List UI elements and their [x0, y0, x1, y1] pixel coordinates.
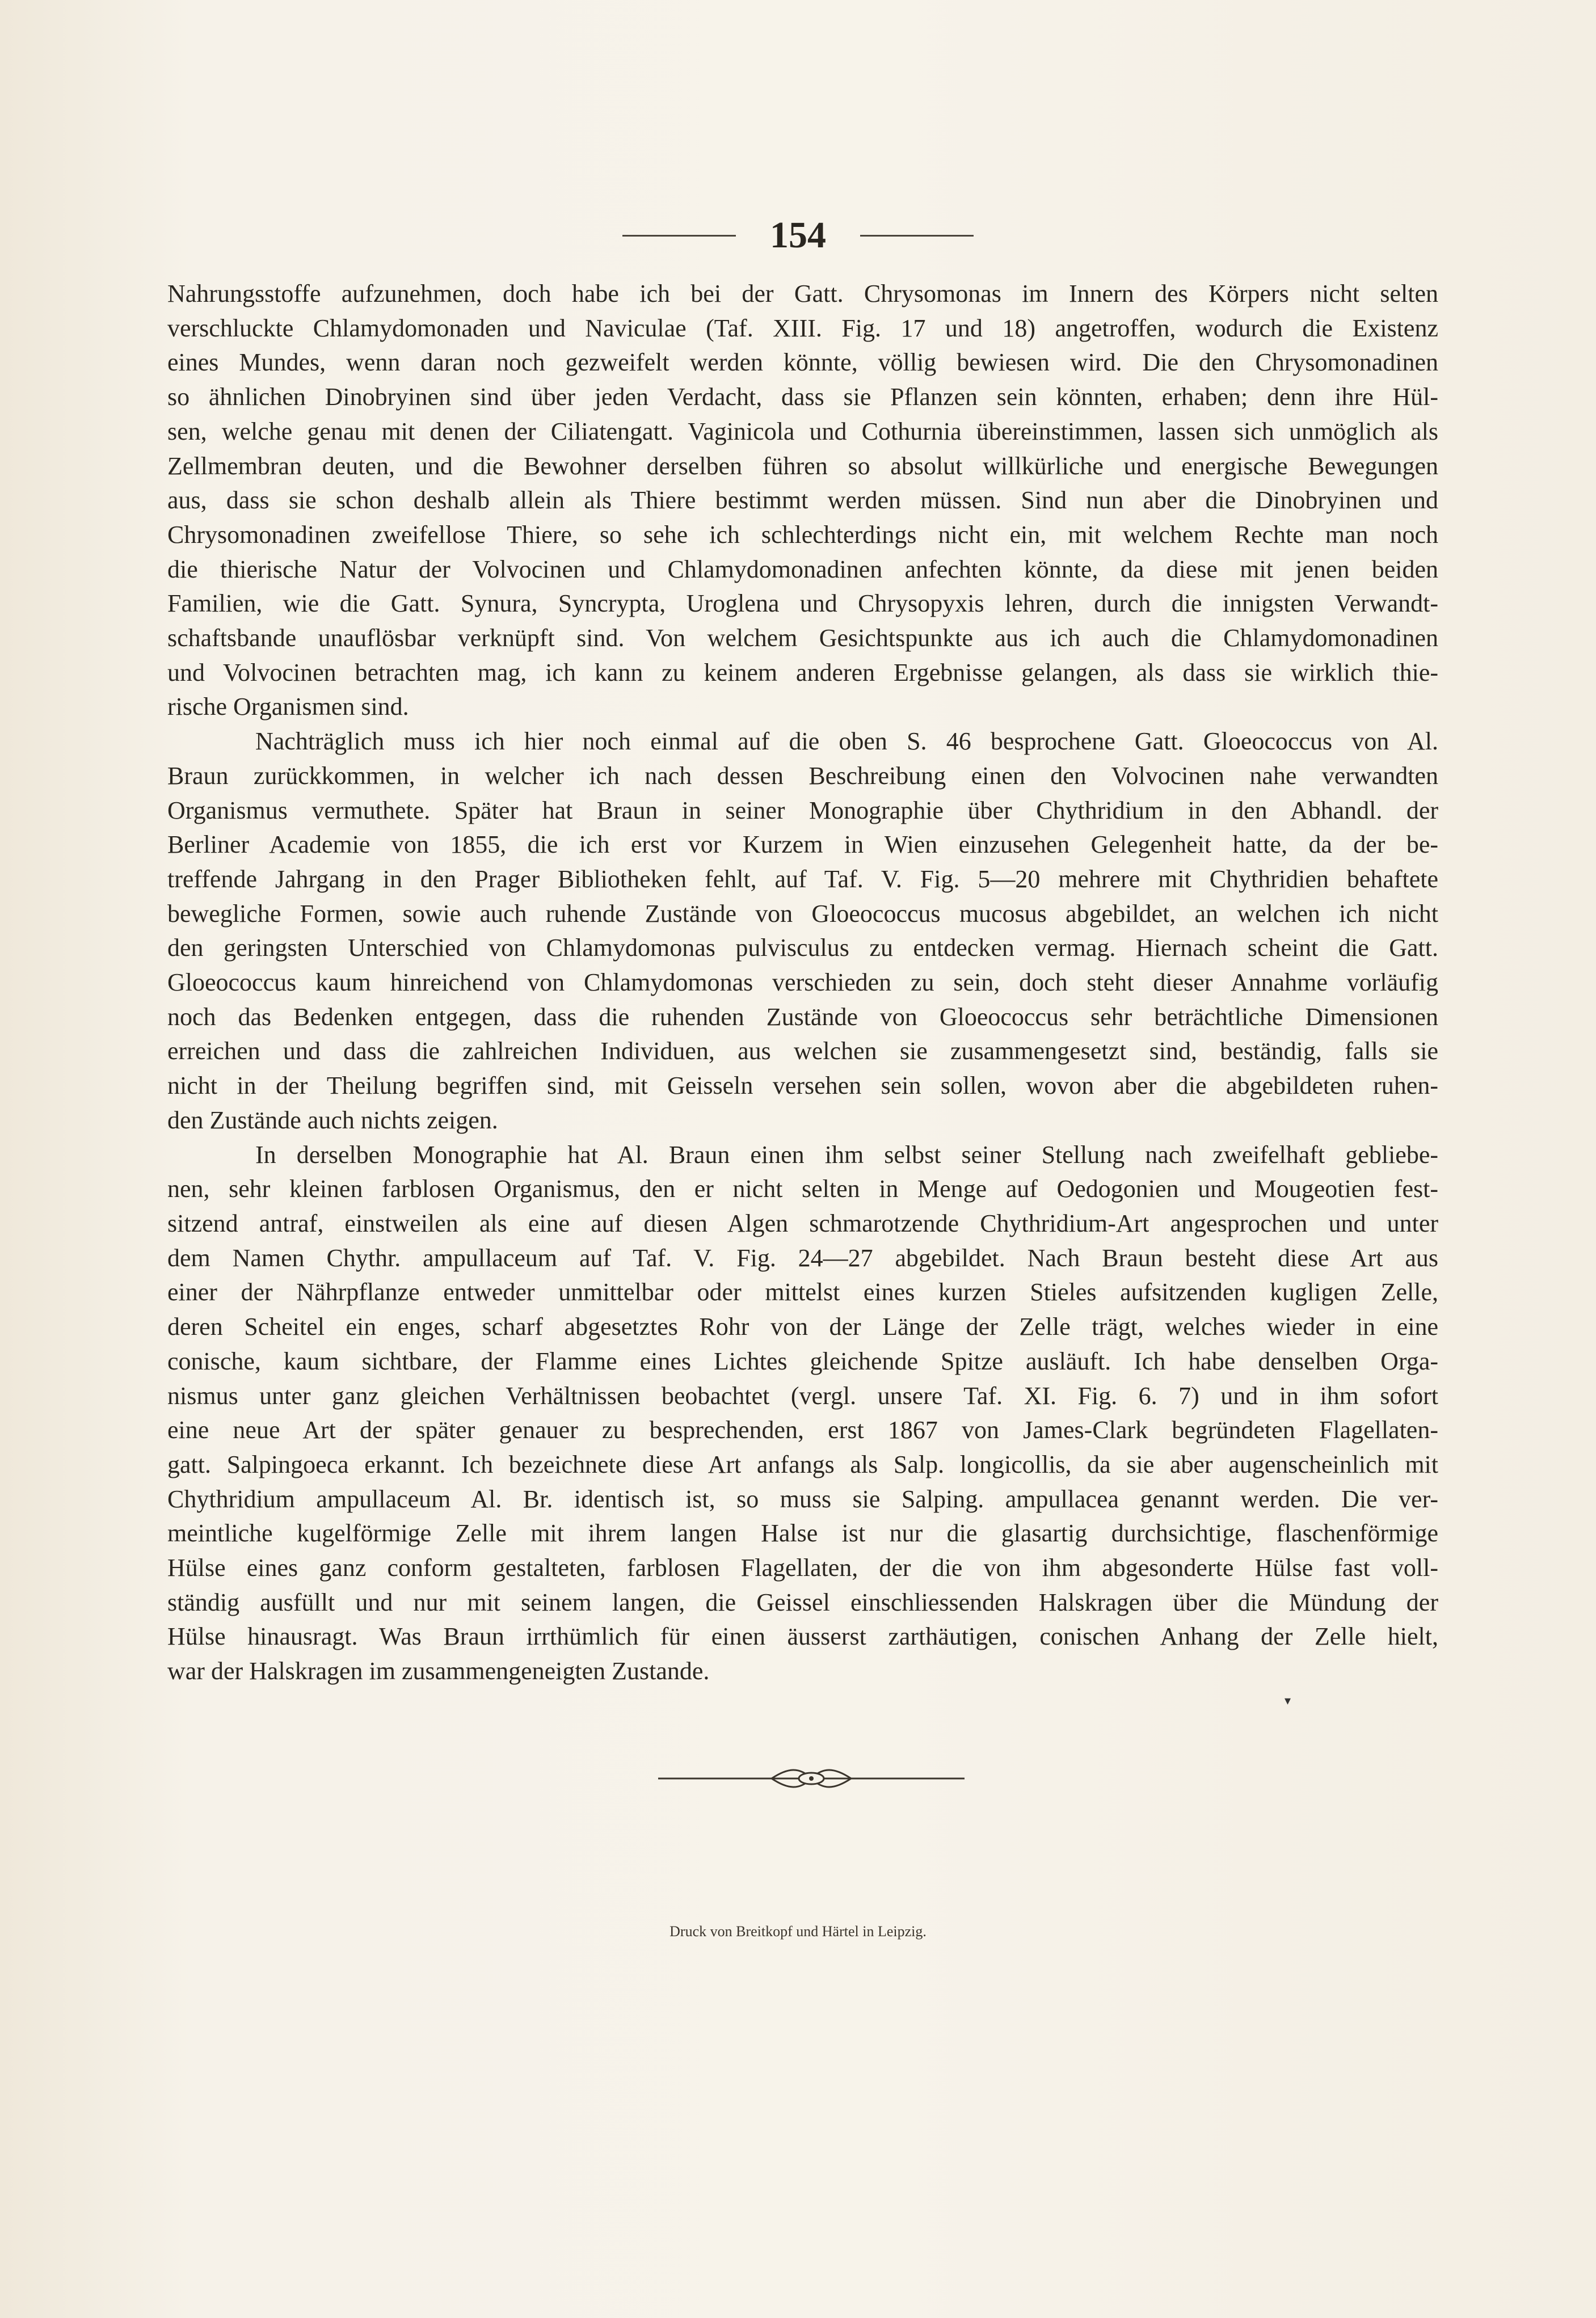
text-line: Familien, wie die Gatt. Synura, Syncrypta, Uroglena und Chrysopyxis lehren, durch die innigsten Verwandt- — [167, 589, 1438, 618]
printer-imprint: Druck von Breitkopf und Härtel in Leipzig. — [669, 1923, 927, 1940]
text-line: Zellmembran deuten, und die Bewohner derselben führen so absolut willkürliche und energische Bewegungen — [167, 452, 1438, 480]
text-line: den geringsten Unterschied von Chlamydomonas pulvisculus zu entdecken vermag. Hiernach scheint die Gatt. — [167, 934, 1438, 962]
text-line: Nahrungsstoffe aufzunehmen, doch habe ich bei der Gatt. Chrysomonas im Innern des Körpers nicht selten — [167, 280, 1438, 307]
text-line: einer der Nährpflanze entweder unmittelbar oder mittelst eines kurzen Stieles aufsitzenden kugligen Zelle, — [167, 1278, 1438, 1306]
text-line: so ähnlichen Dinobryinen sind über jeden Verdacht, dass sie Pflanzen sein könnten, erhaben; denn ihre Hül- — [167, 383, 1438, 411]
text-line: noch das Bedenken entgegen, dass die ruhenden Zustände von Gloeococcus sehr beträchtliche Dimensionen — [167, 1002, 1438, 1031]
text-line: deren Scheitel ein enges, scharf abgesetztes Rohr von der Länge der Zelle trägt, welches wieder in eine — [167, 1313, 1438, 1341]
text-line: sitzend antraf, einstweilen als eine auf diesen Algen schmarotzende Chythridium-Art angesprochen und unter — [167, 1209, 1438, 1237]
text-line: eine neue Art der später genauer zu besprechenden, erst 1867 von James-Clark begründeten Flagellaten- — [167, 1416, 1438, 1444]
paragraph — [167, 277, 1438, 724]
ornamental-divider — [658, 1764, 965, 1793]
text-line: dem Namen Chythr. ampullaceum auf Taf. V. Fig. 24—27 abgebildet. Nach Braun besteht diese Art aus — [167, 1244, 1438, 1272]
body-text — [167, 277, 1438, 1689]
text-line: aus, dass sie schon deshalb allein als Thiere bestimmt werden müssen. Sind nun aber die Dinobryinen und — [167, 486, 1438, 515]
text-line: den Zustände auch nichts zeigen. — [167, 1106, 498, 1134]
text-line: gatt. Salpingoeca erkannt. Ich bezeichnete diese Art anfangs als Salp. longicollis, da sie aber augenscheinlich mit — [167, 1450, 1438, 1478]
text-line: rische Organismen sind. — [167, 693, 409, 721]
paragraph — [167, 724, 1438, 1137]
text-line: und Volvocinen betrachten mag, ich kann zu keinem anderen Ergebnisse gelangen, als dass sie wirklich thie- — [167, 658, 1438, 686]
text-line: treffende Jahrgang in den Prager Bibliotheken fehlt, auf Taf. V. Fig. 5—20 mehrere mit Chythridien behaftete — [167, 865, 1438, 893]
text-line: sen, welche genau mit denen der Ciliatengatt. Vaginicola und Cothurnia übereinstimmen, lassen sich unmöglich als — [167, 417, 1438, 445]
text-line: bewegliche Formen, sowie auch ruhende Zustände von Gloeococcus mucosus abgebildet, an welchen ich nicht — [167, 899, 1438, 928]
ink-speck: ▾ — [1285, 1694, 1291, 1708]
text-line: eines Mundes, wenn daran noch gezweifelt werden könnte, völlig bewiesen wird. Die den Chrysomonadinen — [167, 348, 1438, 377]
paragraph — [167, 1138, 1438, 1689]
text-line: die thierische Natur der Volvocinen und Chlamydomonadinen anfechten könnte, da diese mit jenen beiden — [167, 555, 1438, 583]
text-line: ständig ausfüllt und nur mit seinem langen, die Geissel einschliessenden Halskragen über die Mündung der — [167, 1588, 1438, 1616]
text-line: Organismus vermuthete. Später hat Braun in seiner Monographie über Chythridium in den Abhandl. der — [167, 796, 1438, 824]
text-line: nismus unter ganz gleichen Verhältnissen beobachtet (vergl. unsere Taf. XI. Fig. 6. 7) und in ihm sofort — [167, 1381, 1438, 1410]
text-line: nen, sehr kleinen farblosen Organismus, den er nicht selten in Menge auf Oedogonien und Mougeotien fest- — [167, 1175, 1438, 1203]
text-line: verschluckte Chlamydomonaden und Naviculae (Taf. XIII. Fig. 17 und 18) angetroffen, wodurch die Existenz — [167, 314, 1438, 342]
text-line: Hülse hinausragt. Was Braun irrthümlich für einen äusserst zarthäutigen, conischen Anhang der Zelle hielt, — [167, 1622, 1438, 1651]
text-line: Gloeococcus kaum hinreichend von Chlamydomonas verschieden zu sein, doch steht dieser Annahme vorläufig — [167, 968, 1438, 997]
header-rule-right — [860, 235, 974, 237]
text-line: Nachträglich muss ich hier noch einmal auf die oben S. 46 besprochene Gatt. Gloeococcus von Al. — [255, 727, 1438, 756]
text-line: meintliche kugelförmige Zelle mit ihrem langen Halse ist nur die glasartig durchsichtige, flaschenförmige — [167, 1519, 1438, 1548]
text-line: Chrysomonadinen zweifellose Thiere, so sehe ich schlechterdings nicht ein, mit welchem Rechte man noch — [167, 520, 1438, 549]
page-header — [0, 210, 1596, 261]
text-line: Berliner Academie von 1855, die ich erst vor Kurzem in Wien einzusehen Gelegenheit hatte, da der be- — [167, 831, 1438, 859]
page-number: 154 — [770, 214, 826, 256]
text-line: nicht in der Theilung begriffen sind, mit Geisseln versehen sein sollen, wovon aber die abgebildeten ruhen- — [167, 1072, 1438, 1100]
header-rule-left — [622, 235, 736, 237]
text-line: erreichen und dass die zahlreichen Individuen, aus welchen sie zusammengesetzt sind, beständig, falls sie — [167, 1037, 1438, 1065]
text-line: Hülse eines ganz conform gestalteten, farblosen Flagellaten, der die von ihm abgesonderte Hülse fast voll- — [167, 1554, 1438, 1582]
text-line: war der Halskragen im zusammengeneigten Zustande. — [167, 1657, 710, 1685]
text-line: Chythridium ampullaceum Al. Br. identisch ist, so muss sie Salping. ampullacea genannt werden. Die ver- — [167, 1485, 1438, 1513]
text-line: conische, kaum sichtbare, der Flamme eines Lichtes gleichende Spitze ausläuft. Ich habe denselben Orga- — [167, 1347, 1438, 1375]
text-line: In derselben Monographie hat Al. Braun einen ihm selbst seiner Stellung nach zweifelhaft gebliebe- — [255, 1140, 1438, 1169]
text-line: Braun zurückkommen, in welcher ich nach dessen Beschreibung einen den Volvocinen nahe verwandten — [167, 761, 1438, 790]
text-line: schaftsbande unauflösbar verknüpft sind. Von welchem Gesichtspunkte aus ich auch die Chlamydomonadinen — [167, 624, 1438, 652]
